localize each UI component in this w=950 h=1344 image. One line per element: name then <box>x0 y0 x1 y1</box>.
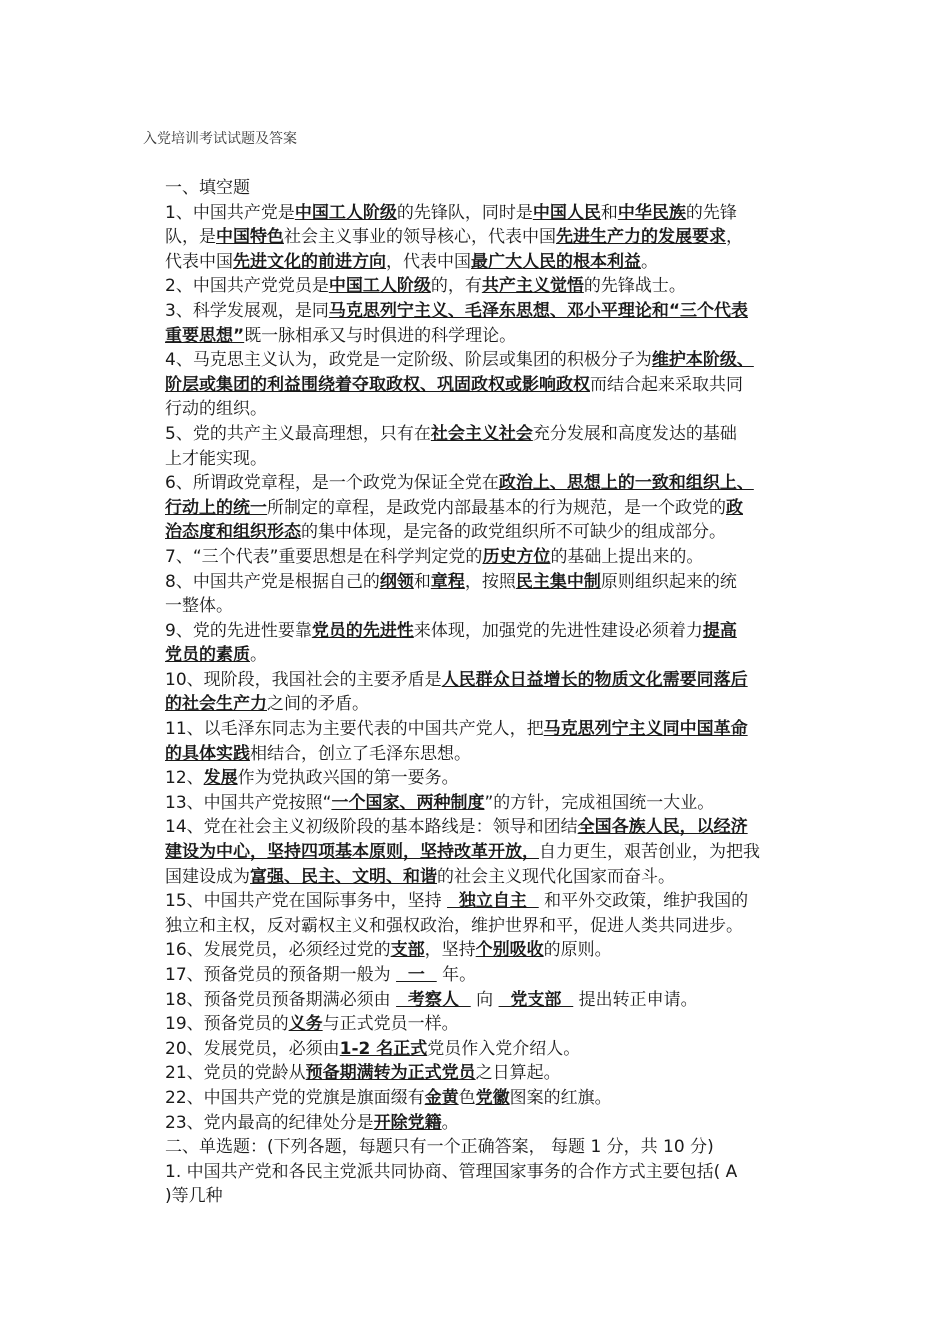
text-segment: 的先锋队，同时是 <box>396 202 533 223</box>
text-segment: 与正式党员一样。 <box>322 1014 459 1035</box>
answer-text: 中国人民 <box>532 202 601 223</box>
text-segment: 20、发展党员，必须由 <box>165 1038 340 1059</box>
text-segment: 的社会主义现代化国家而奋斗。 <box>437 866 675 887</box>
text-line <box>165 668 815 693</box>
text-segment: 党员作入党介绍人。 <box>427 1038 581 1059</box>
text-segment: 。 <box>641 251 658 272</box>
answer-text: 个别吸收 <box>475 940 544 961</box>
text-segment: 10、现阶段，我国社会的主要矛盾是 <box>165 669 442 690</box>
text-segment: 7、“三个代表”重要思想是在科学判定党的 <box>165 546 483 567</box>
text-line <box>165 176 815 201</box>
text-segment: 的，有 <box>430 276 482 297</box>
text-line <box>165 815 815 840</box>
text-segment: 1、中国共产党是 <box>165 202 295 223</box>
text-segment: 既一脉相承又与时俱进的科学理论。 <box>244 325 517 346</box>
text-line <box>165 619 815 644</box>
answer-text: 党徽 <box>475 1087 510 1108</box>
text-line <box>165 471 815 496</box>
answer-text: 维护本阶级、 <box>651 350 754 371</box>
text-line <box>165 791 815 816</box>
text-segment: 和平外交政策，维护我国的 <box>538 891 749 912</box>
answer-text: 独立自主 <box>447 891 539 912</box>
answer-text: 治态度和组织形态 <box>165 522 301 543</box>
answer-text: 马克思列宁主义、毛泽东思想、邓小平理论和“三个代表 <box>328 300 748 321</box>
text-line <box>165 742 815 767</box>
text-segment: 和 <box>413 571 431 592</box>
text-line <box>165 766 815 791</box>
text-line <box>165 447 815 472</box>
text-line <box>165 840 815 865</box>
answer-text: 1-2 名正式 <box>339 1038 428 1059</box>
text-segment: )等几种 <box>165 1186 223 1207</box>
text-line <box>165 373 815 398</box>
text-segment: 所制定的章程，是政党内部最基本的行为规范，是一个政党的 <box>267 497 726 518</box>
text-line <box>165 594 815 619</box>
text-segment: 6、所谓政党章程，是一个政党为保证全党在 <box>165 473 499 494</box>
answer-text: 社会主义社会 <box>430 423 533 444</box>
answer-text: 历史方位 <box>482 546 551 567</box>
answer-text: 建设为中心，坚持四项基本原则，坚持改革开放， <box>165 842 539 863</box>
answer-text: 阶层或集团的利益围绕着夺取政权、巩固政权或影响政权 <box>165 374 590 395</box>
text-line <box>165 1135 815 1160</box>
text-segment: 充分发展和高度发达的基础 <box>532 423 737 444</box>
answer-text: 共产主义觉悟 <box>481 276 584 297</box>
text-line <box>165 692 815 717</box>
answer-text: 预备期满转为正式党员 <box>305 1063 476 1084</box>
answer-text: 政治上、思想上的一致和组织上、 <box>498 473 754 494</box>
answer-text: 全国各族人民，以经济 <box>577 817 748 838</box>
text-segment: 2、中国共产党党员是 <box>165 276 329 297</box>
text-segment: 5、党的共产主义最高理想，只有在 <box>165 423 431 444</box>
document-body <box>165 176 815 1209</box>
text-segment: ，按照 <box>464 571 516 592</box>
text-segment: 。 <box>250 645 267 666</box>
text-segment: 的集中体现，是完备的政党组织所不可缺少的组成部分。 <box>301 522 726 543</box>
text-segment: 18、预备党员预备期满必须由 <box>165 989 397 1010</box>
text-segment: 13、中国共产党按照“ <box>165 792 332 813</box>
text-line <box>165 201 815 226</box>
answer-text: 金黄 <box>424 1087 459 1108</box>
answer-text: 开除党籍 <box>373 1112 442 1133</box>
text-segment: 。 <box>441 1112 459 1133</box>
text-line <box>165 1184 815 1209</box>
text-line <box>165 988 815 1013</box>
text-segment: 21、党员的党龄从 <box>165 1063 306 1084</box>
text-segment: 国建设成为 <box>165 866 250 887</box>
text-line <box>165 545 815 570</box>
answer-text: 行动上的统一 <box>165 497 267 518</box>
text-segment: 19、预备党员的 <box>165 1014 289 1035</box>
answer-text: 中华民族 <box>617 202 686 223</box>
text-segment: ”的方针，完成祖国统一大业。 <box>484 792 715 813</box>
answer-text: 马克思列宁主义同中国革命 <box>543 719 748 740</box>
text-segment: 作为党执政兴国的第一要务。 <box>237 768 459 789</box>
text-line <box>165 889 815 914</box>
text-segment: 15、中国共产党在国际事务中，坚持 <box>165 891 448 912</box>
answer-text: 支部 <box>390 940 425 961</box>
text-segment: 独立和主权，反对霸权主义和强权政治，维护世界和平，促进人类共同进步。 <box>165 915 743 936</box>
text-line <box>165 299 815 324</box>
text-segment: 和 <box>600 202 618 223</box>
answer-text: 中国特色 <box>216 227 284 248</box>
text-segment: 的原则。 <box>543 940 612 961</box>
text-segment: 8、中国共产党是根据自己的 <box>165 571 380 592</box>
answer-text: 先进文化的前进方向 <box>233 251 386 272</box>
answer-text: 中国工人阶级 <box>328 276 431 297</box>
answer-text: 党支部 <box>498 989 574 1010</box>
text-segment: 二、单选题：(下列各题，每题只有一个正确答案， 每题 1 分，共 10 分) <box>165 1137 714 1158</box>
text-line <box>165 914 815 939</box>
document-title: 入党培训考试试题及答案 <box>143 131 297 147</box>
text-line <box>165 1160 815 1185</box>
answer-text: 的社会生产力 <box>165 694 267 715</box>
text-segment: 一整体。 <box>165 596 233 617</box>
text-line <box>165 520 815 545</box>
text-segment: 图案的红旗。 <box>509 1087 612 1108</box>
text-segment: 4、马克思主义认为，政党是一定阶级、阶层或集团的积极分子为 <box>165 350 652 371</box>
text-line <box>165 225 815 250</box>
text-segment: 16、发展党员，必须经过党的 <box>165 940 391 961</box>
text-segment: 年。 <box>436 965 477 985</box>
text-segment: 的先锋战士。 <box>583 276 686 297</box>
text-segment: ， <box>726 227 743 248</box>
text-segment: 9、党的先进性要靠 <box>165 620 312 641</box>
text-segment: 社会主义事业的领导核心，代表中国 <box>284 227 556 248</box>
text-line <box>165 717 815 742</box>
text-segment: 22、中国共产党的党旗是旗面缀有 <box>165 1087 425 1108</box>
text-segment: 代表中国 <box>165 251 233 272</box>
answer-text: 民主集中制 <box>515 571 601 592</box>
text-line <box>165 496 815 521</box>
text-segment: ，代表中国 <box>386 251 471 272</box>
answer-text: 中国工人阶级 <box>294 202 397 223</box>
text-segment: 11、以毛泽东同志为主要代表的中国共产党人，把 <box>165 719 544 740</box>
text-segment: 的基础上提出来的。 <box>550 546 704 567</box>
text-line <box>165 324 815 349</box>
answer-text: 发展 <box>203 768 238 789</box>
text-segment: 之间的矛盾。 <box>267 694 369 715</box>
answer-text: 党员的先进性 <box>311 620 414 641</box>
answer-text: 一个国家、两种制度 <box>331 792 485 813</box>
text-segment: 行动的组织。 <box>165 399 267 420</box>
answer-text: 考察人 <box>396 989 471 1010</box>
text-segment: 一、填空题 <box>165 178 250 198</box>
text-segment: 原则组织起来的统 <box>600 571 737 592</box>
text-line <box>165 422 815 447</box>
text-segment: 3、科学发展观，是同 <box>165 300 329 321</box>
text-line <box>165 1086 815 1111</box>
text-segment: 色 <box>458 1087 476 1108</box>
text-line <box>165 1111 815 1136</box>
text-line <box>165 570 815 595</box>
answer-text: 的具体实践 <box>165 743 250 764</box>
text-line <box>165 250 815 275</box>
answer-text: 义务 <box>288 1014 323 1035</box>
text-line <box>165 1012 815 1037</box>
text-segment: 自力更生，艰苦创业，为把我 <box>539 842 760 863</box>
text-line <box>165 938 815 963</box>
text-line <box>165 274 815 299</box>
text-segment: 23、党内最高的纪律处分是 <box>165 1112 374 1133</box>
answer-text: 章程 <box>430 571 465 592</box>
text-segment: 17、预备党员的预备期一般为 <box>165 965 397 985</box>
text-segment: ，坚持 <box>424 940 476 961</box>
answer-text: 最广大人民的根本利益 <box>471 251 641 272</box>
text-segment: 1. 中国共产党和各民主党派共同协商、管理国家事务的合作方式主要包括( A <box>165 1161 738 1182</box>
answer-text: 先进生产力的发展要求 <box>556 227 726 248</box>
text-line <box>165 643 815 668</box>
answer-text: 政 <box>726 497 743 518</box>
text-line <box>165 1037 815 1062</box>
text-segment: 提出转正申请。 <box>573 989 698 1010</box>
text-line <box>165 348 815 373</box>
text-line <box>165 963 815 988</box>
text-segment: 相结合，创立了毛泽东思想。 <box>250 743 471 764</box>
answer-text: 重要思想” <box>165 325 245 346</box>
text-segment: 来体现，加强党的先进性建设必须着力 <box>413 620 703 641</box>
answer-text: 党员的素质 <box>165 645 250 666</box>
text-segment: 之日算起。 <box>475 1063 561 1084</box>
text-line <box>165 865 815 890</box>
text-segment: 12、 <box>165 768 204 789</box>
text-line <box>165 397 815 422</box>
text-line <box>165 1061 815 1086</box>
text-segment: 上才能实现。 <box>165 448 267 469</box>
text-segment: 的先锋 <box>685 202 737 223</box>
answer-text: 纲领 <box>379 571 414 592</box>
answer-text: 提高 <box>702 620 737 641</box>
text-segment: 而结合起来采取共同 <box>590 374 743 395</box>
answer-text: 一 <box>396 965 437 985</box>
text-segment: 队，是 <box>165 227 216 248</box>
answer-text: 富强、民主、文明、和谐 <box>250 866 437 887</box>
text-segment: 14、党在社会主义初级阶段的基本路线是：领导和团结 <box>165 817 578 838</box>
answer-text: 人民群众日益增长的物质文化需要同落后 <box>441 669 748 690</box>
text-segment: 向 <box>470 989 499 1010</box>
